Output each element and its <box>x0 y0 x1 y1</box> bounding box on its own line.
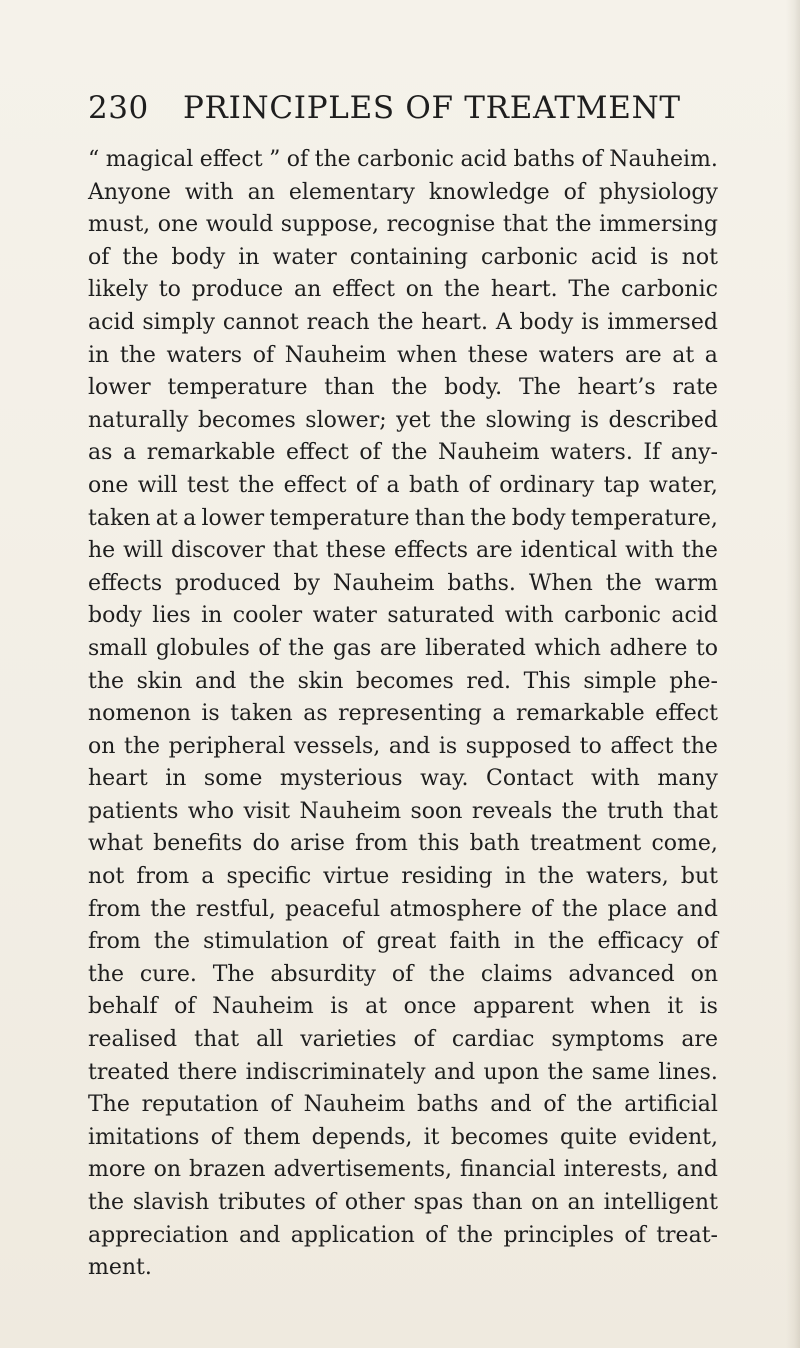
text-line: lower temperature than the body. The heart’s rate <box>88 375 718 401</box>
text-line: behalf of Nauheim is at once apparent when it is <box>88 994 718 1020</box>
text-line: taken at a lower temperature than the body temperature, <box>88 505 718 531</box>
text-line: effects produced by Nauheim baths. When the warm <box>88 570 718 596</box>
text-line: naturally becomes slower; yet the slowing is described <box>88 407 718 433</box>
running-head <box>88 86 708 130</box>
text-line: he will discover that these effects are identical with the <box>88 538 718 564</box>
text-line: more on brazen advertisements, financial interests, and <box>88 1157 718 1183</box>
text-line: body lies in cooler water saturated with carbonic acid <box>88 603 718 629</box>
text-line: one will test the effect of a bath of ordinary tap water, <box>88 472 718 498</box>
text-line: appreciation and application of the principles of treat- <box>88 1222 718 1248</box>
text-line: acid simply cannot reach the heart. A body is immersed <box>88 309 718 335</box>
text-line: must, one would suppose, recognise that the immersing <box>88 212 718 238</box>
text-line: Anyone with an elementary knowledge of physiology <box>88 179 718 205</box>
text-line: likely to produce an effect on the heart. The carbonic <box>88 277 718 303</box>
text-line: small globules of the gas are liberated which adhere to <box>88 635 718 661</box>
text-line: ment. <box>88 1255 152 1281</box>
text-line: treated there indiscriminately and upon the same lines. <box>88 1059 718 1085</box>
text-line: in the waters of Nauheim when these waters are at a <box>88 342 718 368</box>
text-line: as a remarkable effect of the Nauheim waters. If any- <box>88 440 718 466</box>
text-line: from the restful, peaceful atmosphere of the place and <box>88 896 718 922</box>
text-line: the slavish tributes of other spas than on an intelligent <box>88 1190 718 1215</box>
running-title: PRINCIPLES OF TREATMENT <box>183 90 681 126</box>
text-line: patients who visit Nauheim soon reveals the truth that <box>88 798 718 824</box>
text-line: nomenon is taken as representing a remarkable effect <box>88 701 718 727</box>
text-line: “ magical effect ” of the carbonic acid baths of Nauheim. <box>88 147 718 172</box>
text-line: heart in some mysterious way. Contact with many <box>88 766 718 792</box>
text-line: from the stimulation of great faith in the efficacy of <box>88 929 718 955</box>
text-line: not from a specific virtue residing in the waters, but <box>88 864 718 890</box>
text-line: realised that all varieties of cardiac symptoms are <box>88 1027 718 1053</box>
text-line: imitations of them depends, it becomes quite evident, <box>88 1124 718 1150</box>
text-line: The reputation of Nauheim baths and of the artificial <box>88 1092 718 1118</box>
text-line: of the body in water containing carbonic acid is not <box>88 244 718 270</box>
page-edge-shadow <box>786 0 800 1348</box>
text-line: the cure. The absurdity of the claims advanced on <box>88 961 718 987</box>
body-paragraph <box>88 144 718 1285</box>
text-line: what benefits do arise from this bath treatment come, <box>88 831 718 857</box>
text-line: on the peripheral vessels, and is supposed to affect the <box>88 733 718 759</box>
page-number: 230 <box>88 90 149 126</box>
text-line: the skin and the skin becomes red. This simple phe- <box>88 668 718 694</box>
